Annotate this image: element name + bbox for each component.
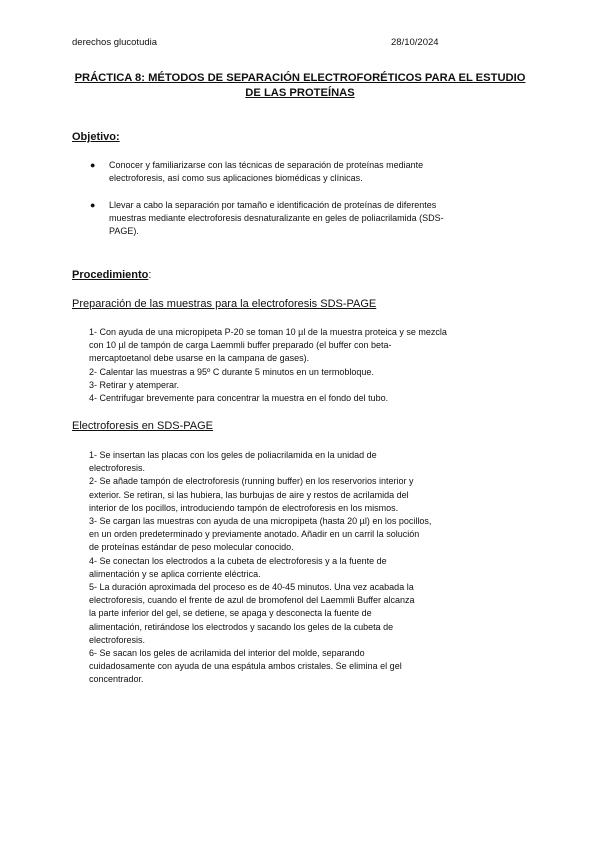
- preparacion-steps: [89, 326, 447, 405]
- objetivo-bullet-2: [109, 199, 444, 239]
- step-line: 1- Con ayuda de una micropipeta P-20 se toman 10 µl de la muestra proteica y se mezcla: [89, 327, 447, 337]
- bullet-1-line: electroforesis, así como sus aplicaciones biomédicas y clínicas.: [109, 173, 363, 184]
- step-line: alimentación y se aplica corriente eléctrica.: [89, 568, 261, 579]
- step-line: electroforesis.: [89, 463, 146, 474]
- step-line: 3- Retirar y atemperar.: [89, 379, 180, 390]
- step-line: 2- Se añade tampón de electroforesis (running buffer) en los reservorios interior y: [89, 476, 414, 487]
- step-line: 2- Calentar las muestras a 95º C durante 5 minutos en un termobloque.: [89, 366, 374, 377]
- step-line: interior de los pocillos, introduciendo tampón de electroforesis en los mismos.: [89, 502, 399, 513]
- step-line: mercaptoetanol debe usarse en la campana de gases).: [89, 353, 310, 364]
- subsection-preparacion-title: Preparación de las muestras para la electroforesis SDS-PAGE: [72, 298, 377, 310]
- header-author: derechos glucotudia: [72, 37, 158, 48]
- step-line: 1- Se insertan las placas con los geles de poliacrilamida en la unidad de: [89, 450, 377, 460]
- objetivo-heading: Objetivo:: [72, 131, 120, 143]
- title-line-1: PRÁCTICA 8: MÉTODOS DE SEPARACIÓN ELECTROFORÉTICOS PARA EL ESTUDIO: [74, 72, 526, 84]
- step-line: 4- Centrifugar brevemente para concentrar la muestra en el fondo del tubo.: [89, 393, 389, 404]
- step-line: de proteínas estándar de peso molecular conocido.: [89, 542, 294, 553]
- step-line: alimentación, retirándose los electrodos y sacando los geles de la cubeta de: [89, 621, 394, 632]
- step-line: en un orden predeterminado y previamente anotado. Añadir en un carril la solución: [89, 529, 420, 540]
- electroforesis-steps: [89, 449, 431, 687]
- bullet-2-line: muestras mediante electroforesis desnaturalizante en geles de poliacrilamida (SDS-: [109, 213, 444, 224]
- procedimiento-heading-text: Procedimiento: [72, 269, 149, 281]
- step-line: la parte inferior del gel, se detiene, se apaga y desconecta la fuente de: [89, 608, 372, 619]
- bullet-1-line: Conocer y familiarizarse con las técnicas de separación de proteínas mediante: [109, 160, 424, 170]
- document-title: [70, 71, 530, 100]
- bullet-2-line: PAGE).: [109, 226, 139, 237]
- step-line: electroforesis.: [89, 634, 146, 645]
- header-date: 28/10/2024: [391, 37, 439, 48]
- bullet-1-symbol: ●: [90, 160, 96, 170]
- title-line-2: DE LAS PROTEÍNAS: [245, 86, 355, 99]
- procedimiento-heading-colon: :: [148, 269, 152, 281]
- step-line: 3- Se cargan las muestras con ayuda de una micropipeta (hasta 20 µl) en los pocillos,: [89, 516, 432, 527]
- step-line: electroforesis, cuando el frente de azul de bromofenol del Laemmli Buffer alcanza: [89, 595, 415, 606]
- step-line: exterior. Se retiran, si las hubiera, las burbujas de aire y restos de acrilamida del: [89, 489, 409, 500]
- bullet-2-symbol: ●: [90, 200, 96, 210]
- step-line: 6- Se sacan los geles de acrilamida del interior del molde, separando: [89, 648, 365, 659]
- step-line: 5- La duración aproximada del proceso es de 40-45 minutos. Una vez acabada la: [89, 582, 414, 593]
- bullet-2-line: Llevar a cabo la separación por tamaño e identificación de proteínas de diferentes: [109, 200, 437, 210]
- step-line: 4- Se conectan los electrodos a la cubeta de electroforesis y a la fuente de: [89, 555, 387, 566]
- procedimiento-heading: [72, 269, 151, 281]
- subsection-electroforesis-title: Electroforesis en SDS-PAGE: [72, 420, 214, 432]
- step-line: concentrador.: [89, 674, 144, 685]
- step-line: con 10 µl de tampón de carga Laemmli buffer preparado (el buffer con beta-: [89, 340, 392, 351]
- objetivo-bullet-1: [109, 159, 423, 185]
- step-line: cuidadosamente con ayuda de una espátula ambos cristales. Se elimina el gel: [89, 661, 402, 672]
